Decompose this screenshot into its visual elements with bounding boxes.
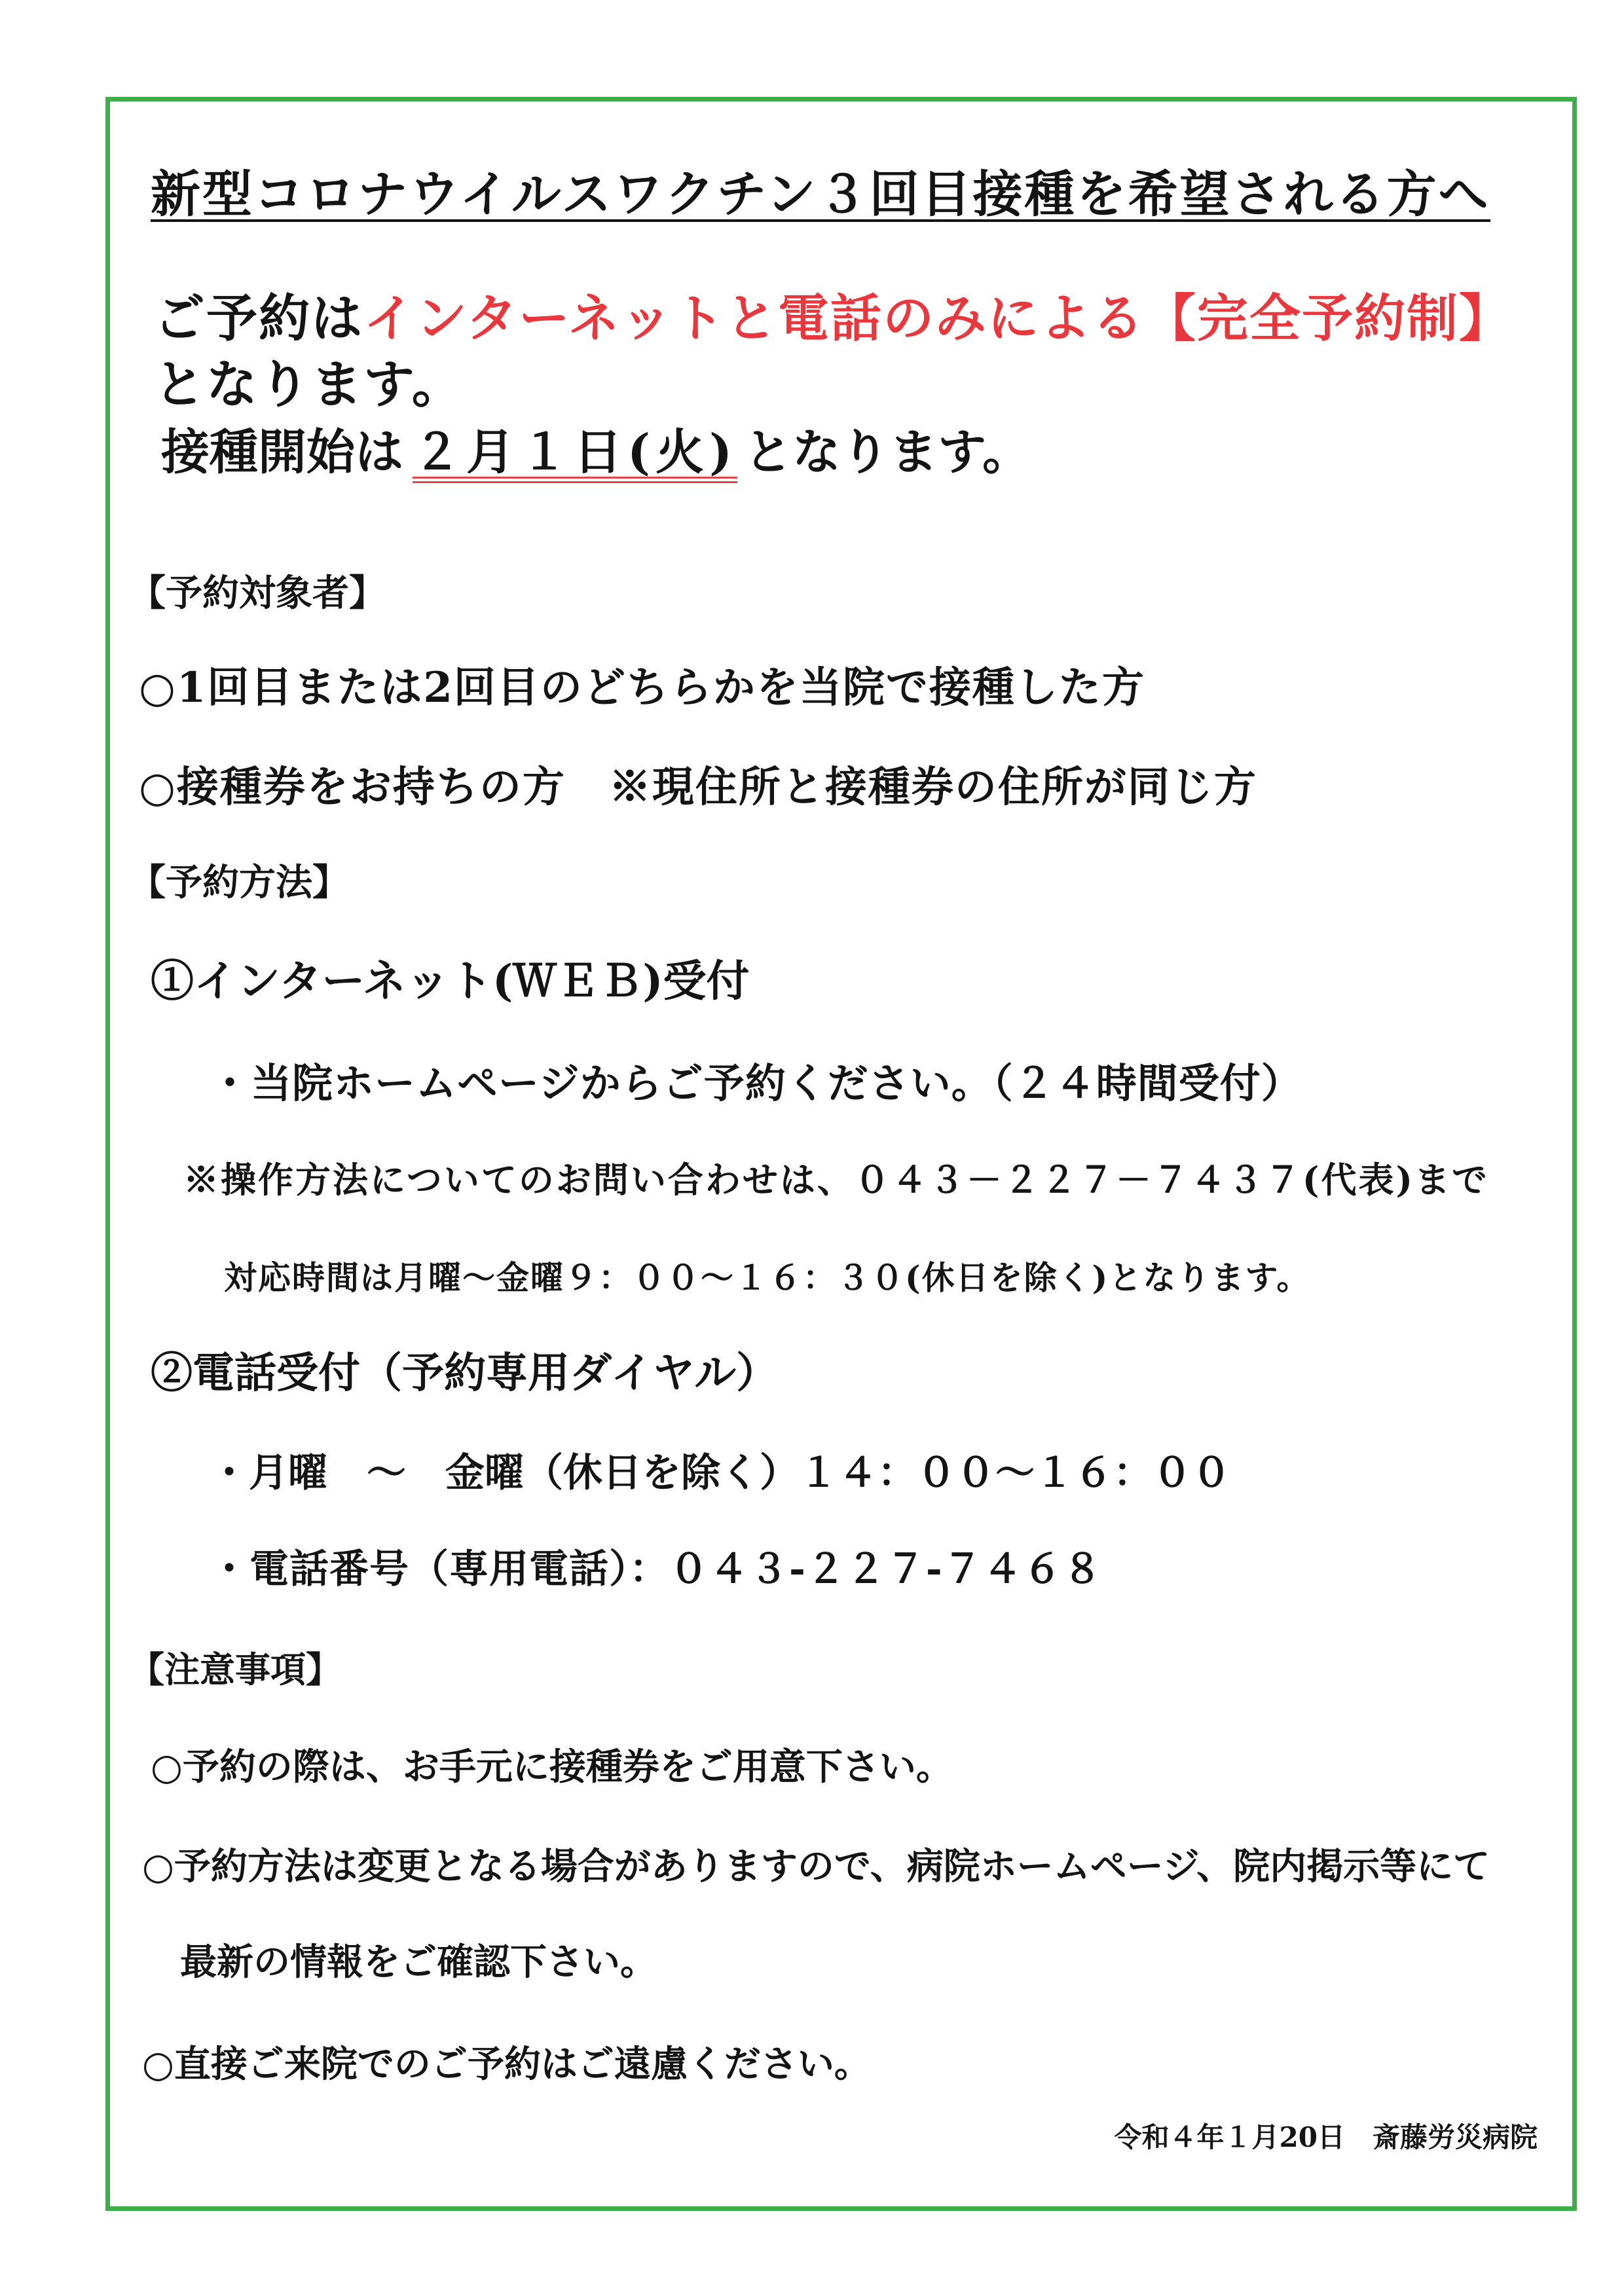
web-inquiry-hours: 対応時間は月曜～金曜９：００～１６：３０(休日を除く)となります。 bbox=[224, 1258, 1311, 1297]
start-date-line bbox=[161, 424, 1031, 483]
start-prefix: 接種開始は bbox=[161, 424, 403, 481]
note-item: ○予約方法は変更となる場合がありますので、病院ホームページ、院内掲示等にて bbox=[142, 1845, 1490, 1888]
note-item: ○直接ご来院でのご予約はご遠慮ください。 bbox=[142, 2043, 871, 2086]
start-suffix: となります。 bbox=[744, 424, 1031, 481]
intro-prefix: ご予約は bbox=[154, 289, 364, 348]
web-inquiry-phone: ※操作方法についてのお問い合わせは、０４３－２２７－７４３７(代表)まで bbox=[183, 1159, 1490, 1201]
intro-reservation-line bbox=[154, 289, 1511, 348]
phone-method-title: ②電話受付（予約専用ダイヤル） bbox=[151, 1349, 779, 1398]
eligibility-item: ○1回目または2回目のどちらかを当院で接種した方 bbox=[139, 663, 1145, 712]
phone-method-number: ・電話番号（専用電話）：０４３-２２７-７４６８ bbox=[210, 1546, 1103, 1592]
intro-highlight-text: インターネットと電話のみによる【完全予約制】 bbox=[363, 289, 1511, 348]
notice-title: 新型コロナウイルスワクチン３回目接種を希望される方へ bbox=[151, 165, 1490, 223]
eligibility-item: ○接種券をお持ちの方 ※現住所と接種券の住所が同じ方 bbox=[139, 763, 1257, 812]
intro-continuation-line: となります。 bbox=[154, 355, 464, 414]
methods-heading: 【予約方法】 bbox=[129, 861, 349, 904]
issue-date-and-hospital: 令和４年１月20日 斎藤労災病院 bbox=[1114, 2121, 1538, 2153]
web-method-title: ①インターネット(ＷＥＢ)受付 bbox=[151, 955, 750, 1006]
eligibility-heading: 【予約対象者】 bbox=[129, 572, 386, 615]
phone-method-hours: ・月曜 ～ 金曜（休日を除く）１４：００～１６：００ bbox=[210, 1450, 1231, 1496]
notes-heading: 【注意事項】 bbox=[129, 1649, 341, 1690]
note-item-continuation: 最新の情報をご確認下さい。 bbox=[180, 1941, 657, 1984]
start-date: ２月１日(火) bbox=[413, 428, 737, 483]
note-item: ○予約の際は、お手元に接種券をご用意下さい。 bbox=[151, 1745, 953, 1789]
web-method-bullet: ・当院ホームページからご予約ください。（２４時間受付） bbox=[210, 1059, 1302, 1107]
